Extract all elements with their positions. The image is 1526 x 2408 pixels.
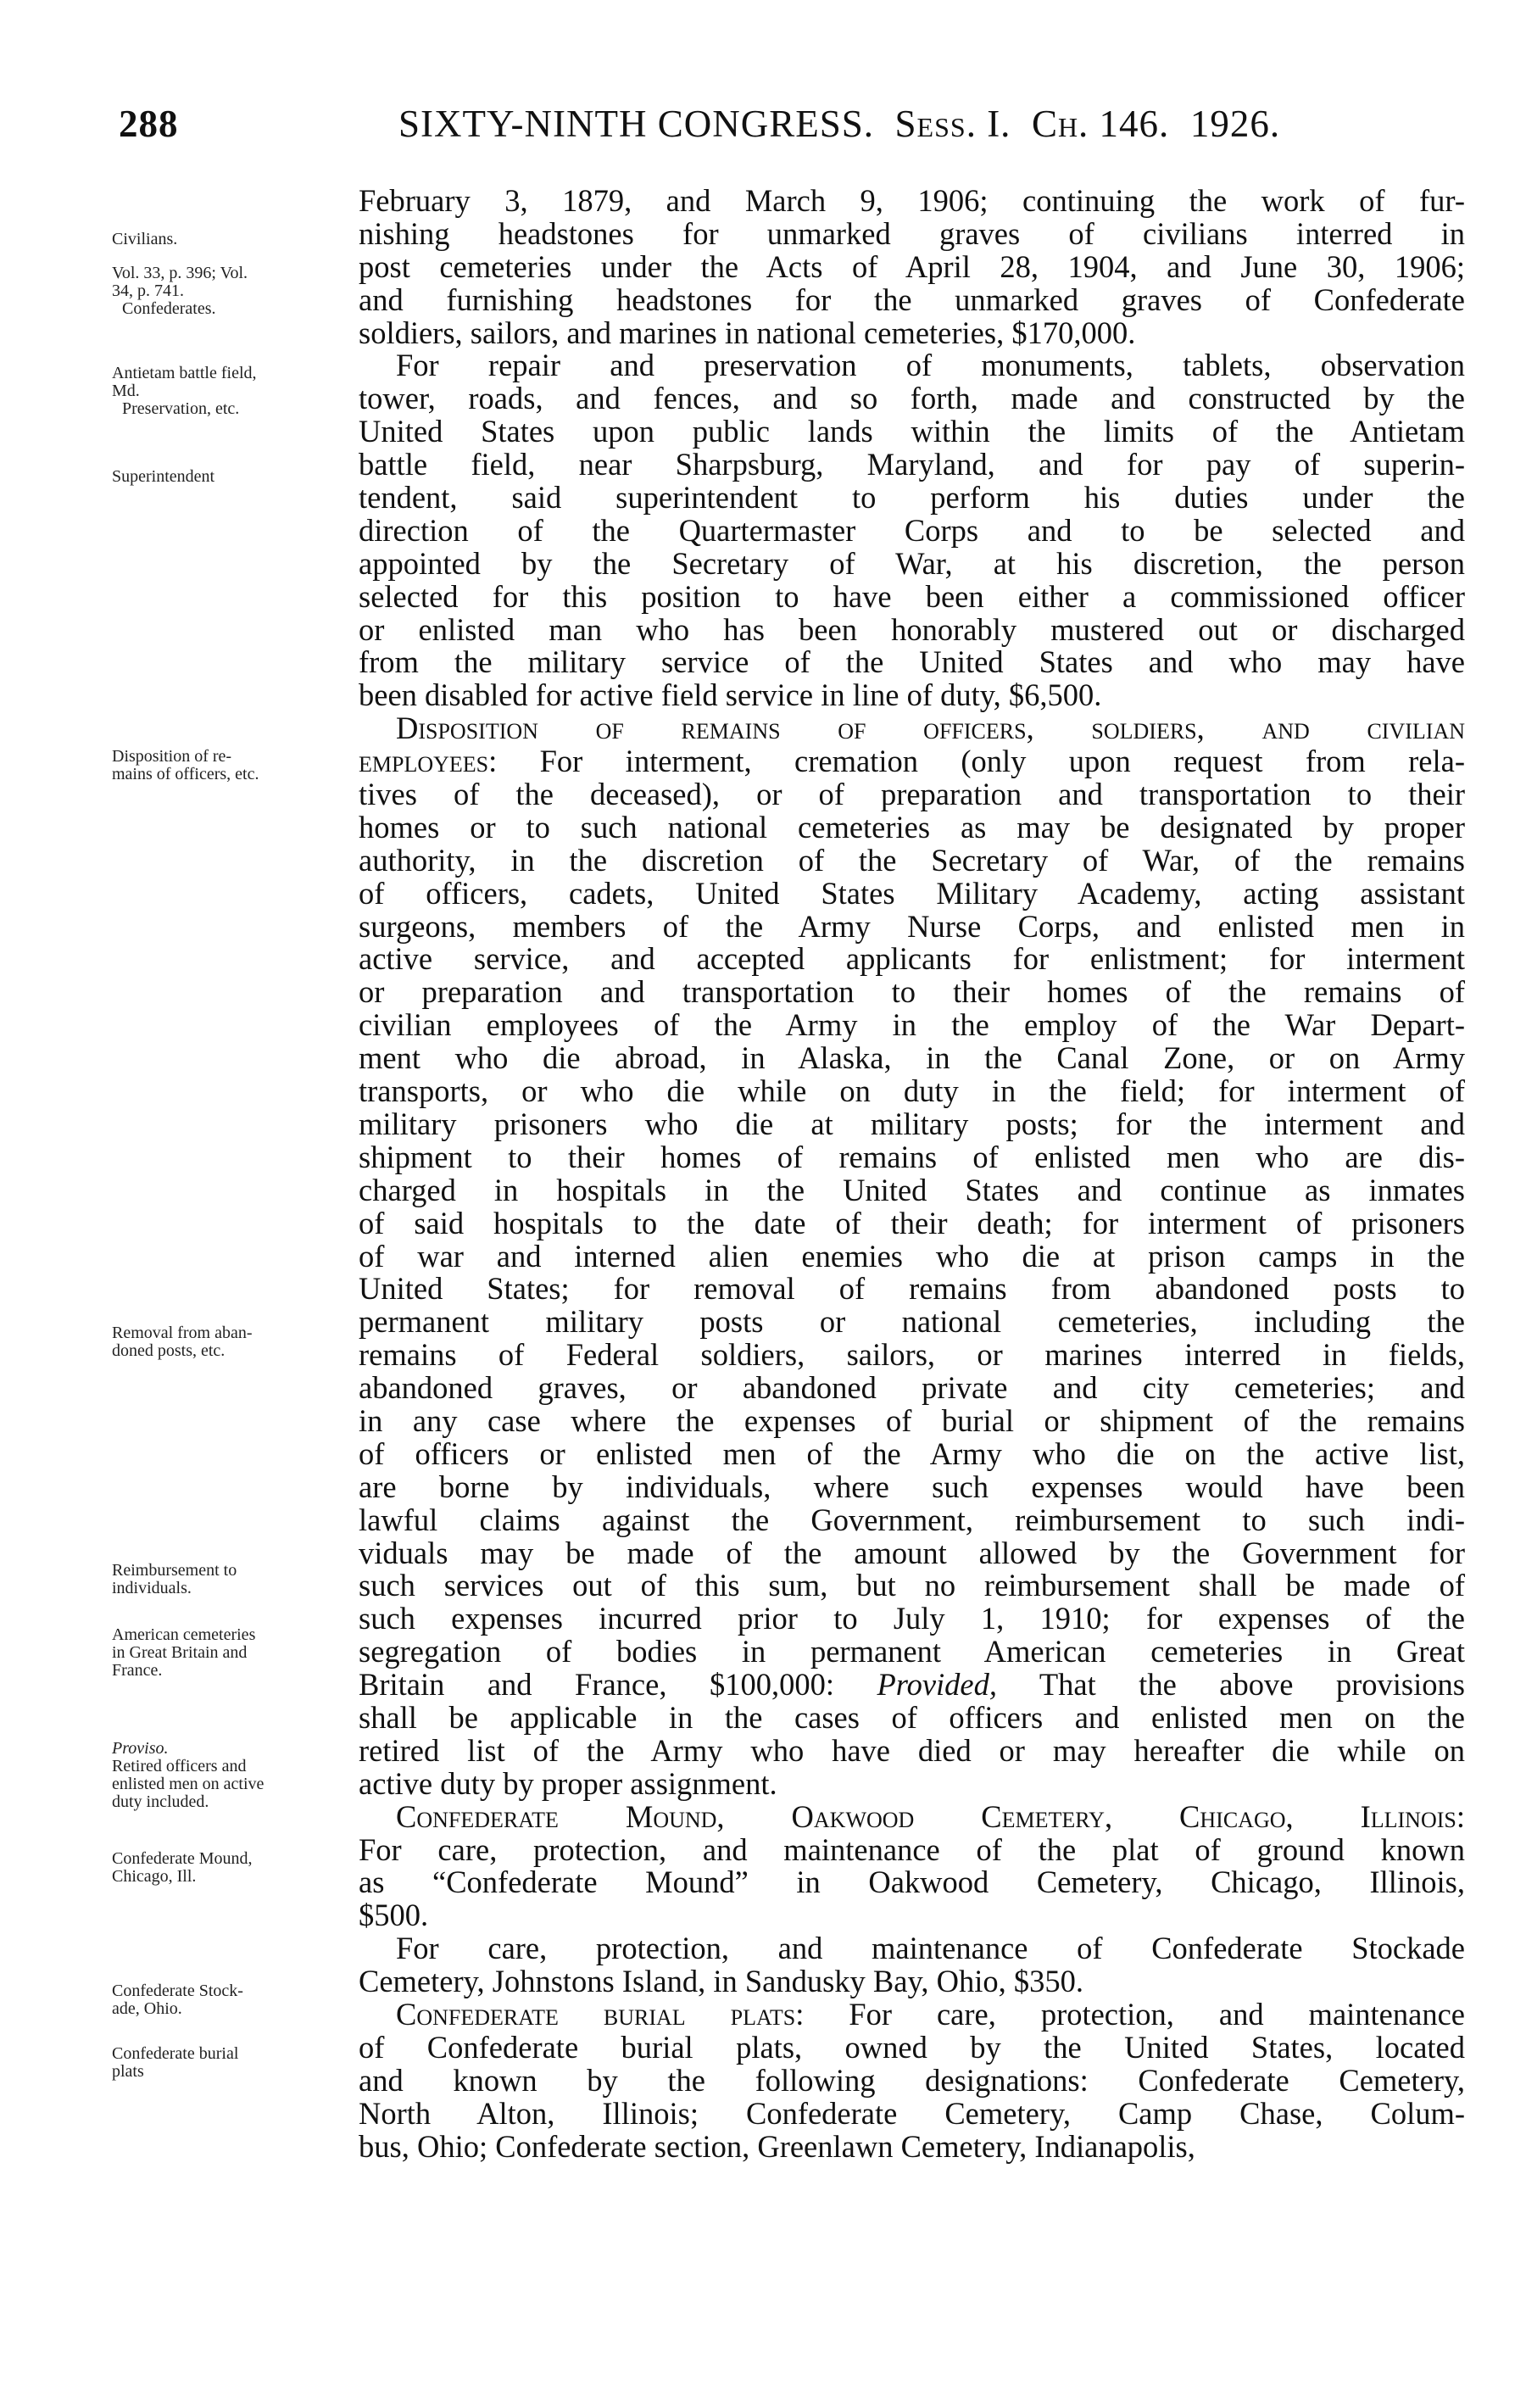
- margin-note-line: Disposition of re-: [112, 747, 232, 766]
- body-text-line: shall be applicable in the cases of officers and enlisted men on the: [359, 1699, 1465, 1735]
- body-text-line: or enlisted man who has been honorably mustered out or discharged: [359, 611, 1465, 647]
- body-text-line: shipment to their homes of remains of enlisted men who are dis-: [359, 1139, 1465, 1174]
- margin-note-antietam: [112, 365, 358, 418]
- body-text-line: or preparation and transportation to their homes of the remains of: [359, 974, 1465, 1010]
- body-text-line: active duty by proper assignment.: [359, 1765, 777, 1801]
- margin-note-line: mains of officers, etc.: [112, 765, 259, 783]
- margin-note-line: Reimbursement to: [112, 1561, 237, 1580]
- body-text-line: For repair and preservation of monuments, tablets, observation: [396, 348, 1465, 383]
- margin-note-line: ade, Ohio.: [112, 1999, 182, 2018]
- margin-note-disposition: [112, 748, 358, 783]
- body-text-line: retired list of the Army who have died or may hereafter die while on: [359, 1732, 1465, 1768]
- body-text-line: surgeons, members of the Army Nurse Corps, and enlisted men in: [359, 908, 1465, 944]
- margin-note-line: Md.: [112, 382, 140, 400]
- body-text-line: permanent military posts or national cemeteries, including the: [359, 1304, 1465, 1340]
- margin-note-line: in Great Britain and: [112, 1643, 248, 1662]
- margin-note-line: Superintendent: [112, 467, 215, 486]
- body-text-line: military prisoners who die at military posts; for the interment and: [359, 1106, 1465, 1141]
- body-text-line: and furnishing headstones for the unmarked graves of Confederate: [359, 281, 1465, 317]
- body-text-line: and known by the following designations: Confederate Cemetery,: [359, 2062, 1465, 2098]
- margin-note-line: Confederate burial: [112, 2044, 239, 2063]
- margin-note-line: France.: [112, 1661, 163, 1680]
- body-text-line: battle field, near Sharpsburg, Maryland, and for pay of superin-: [359, 447, 1465, 482]
- margin-note-superintendent: [112, 468, 358, 486]
- margin-note-line: Removal from aban-: [112, 1324, 253, 1342]
- margin-note-line: doned posts, etc.: [112, 1341, 226, 1360]
- body-text-line: tives of the deceased), or of preparation and transportation to their: [359, 777, 1465, 812]
- margin-note-line: Confederate Mound,: [112, 1849, 253, 1868]
- body-text-line: authority, in the discretion of the Secretary of War, of the remains: [359, 842, 1465, 878]
- chapter-label: Ch. 146.: [1031, 103, 1170, 145]
- body-text-line: For care, protection, and maintenance of the plat of ground known: [359, 1831, 1465, 1867]
- margin-note-confederate-stockade: [112, 1982, 358, 2018]
- body-text-line: of war and interned alien enemies who die at prison camps in the: [359, 1238, 1465, 1274]
- body-text-line: lawful claims against the Government, reimbursement to such indi-: [359, 1502, 1465, 1537]
- body-text-line: homes or to such national cemeteries as may be designated by proper: [359, 809, 1465, 844]
- body-text-line: Disposition of remains of officers, soldiers, and civilian: [396, 711, 1465, 746]
- body-text-line: appointed by the Secretary of War, at his discretion, the person: [359, 545, 1465, 581]
- page-header: [119, 102, 1475, 153]
- margin-note-line: duty included.: [112, 1792, 209, 1811]
- margin-note-line: American cemeteries: [112, 1625, 256, 1644]
- margin-note-line: Chicago, Ill.: [112, 1867, 197, 1886]
- body-text-line: charged in hospitals in the United States and continue as inmates: [359, 1172, 1465, 1207]
- margin-note-reimbursement: [112, 1562, 358, 1597]
- margin-note-line: Confederates.: [122, 299, 216, 318]
- margin-note-line: plats: [112, 2062, 144, 2081]
- margin-note-line: enlisted men on active: [112, 1775, 265, 1793]
- body-text-line: of said hospitals to the date of their death; for interment of prisoners: [359, 1205, 1465, 1240]
- body-text-line: of Confederate burial plats, owned by the United States, located: [359, 2029, 1465, 2065]
- body-text-line: United States upon public lands within the limits of the Antietam: [359, 414, 1465, 449]
- body-text-line: from the military service of the United States and who may have: [359, 644, 1465, 680]
- margin-note-american-cemeteries: [112, 1626, 358, 1680]
- page-number: 288: [119, 103, 179, 145]
- body-text-line: United States; for removal of remains from abandoned posts to: [359, 1271, 1465, 1307]
- margin-note-line: Vol. 33, p. 396; Vol.: [112, 264, 248, 282]
- margin-note-line: Confederate Stock-: [112, 1982, 243, 2000]
- main-text-column: [359, 185, 1465, 2163]
- body-text-line: viduals may be made of the amount allowed by the Government for: [359, 1535, 1465, 1570]
- margin-note-removal: [112, 1324, 358, 1360]
- running-title: [398, 102, 1280, 146]
- body-text-line: Cemetery, Johnstons Island, in Sandusky Bay, Ohio, $350.: [359, 1964, 1083, 1999]
- body-text-line: ment who die abroad, in Alaska, in the Canal Zone, or on Army: [359, 1040, 1465, 1076]
- margin-note-confederates: [112, 265, 358, 318]
- body-text-line: of officers, cadets, United States Military Academy, acting assistant: [359, 875, 1465, 911]
- body-text-line: such expenses incurred prior to July 1, 1910; for expenses of the: [359, 1601, 1465, 1636]
- body-text-line: bus, Ohio; Confederate section, Greenlawn Cemetery, Indianapolis,: [359, 2128, 1195, 2164]
- margin-note-line: Civilians.: [112, 230, 178, 248]
- body-text-line: as “Confederate Mound” in Oakwood Cemetery, Chicago, Illinois,: [359, 1865, 1465, 1900]
- body-text-line: such services out of this sum, but no reimbursement shall be made of: [359, 1568, 1465, 1603]
- body-text-line: segregation of bodies in permanent American cemeteries in Great: [359, 1634, 1465, 1669]
- body-text-line: tendent, said superintendent to perform his duties under the: [359, 480, 1465, 516]
- body-text-line: employees: For interment, cremation (only upon request from rela-: [359, 744, 1465, 779]
- body-text-line: tower, roads, and fences, and so forth, made and constructed by the: [359, 381, 1465, 416]
- margin-note-confederate-mound: [112, 1850, 358, 1886]
- body-text-line: are borne by individuals, where such expenses would have been: [359, 1469, 1465, 1504]
- margin-note-line: Antietam battle field,: [112, 364, 257, 382]
- body-text-line: selected for this position to have been either a commissioned officer: [359, 578, 1465, 614]
- margin-note-confederate-burial-plats: [112, 2045, 358, 2081]
- margin-note-proviso: [112, 1740, 358, 1811]
- body-text-line: transports, or who die while on duty in the field; for interment of: [359, 1073, 1465, 1109]
- body-text-line: of officers or enlisted men of the Army who die on the active list,: [359, 1435, 1465, 1471]
- margin-note-line: 34, p. 741.: [112, 281, 184, 300]
- body-text-line: been disabled for active field service in line of duty, $6,500.: [359, 677, 1102, 713]
- body-text-line: direction of the Quartermaster Corps and to be selected and: [359, 512, 1465, 548]
- body-text-line: soldiers, sailors, and marines in national cemeteries, $170,000.: [359, 315, 1136, 350]
- year-label: 1926.: [1189, 103, 1281, 145]
- body-text-line: civilian employees of the Army in the employ of the War Depart-: [359, 1007, 1465, 1043]
- margin-note-line: Proviso.: [112, 1739, 169, 1758]
- body-text-line: Confederate Mound, Oakwood Cemetery, Chicago, Illinois:: [396, 1798, 1465, 1834]
- body-text-line: in any case where the expenses of burial or shipment of the remains: [359, 1402, 1465, 1438]
- body-text-line: $500.: [359, 1898, 429, 1933]
- body-text-line: active service, and accepted applicants for enlistment; for interment: [359, 941, 1465, 977]
- margin-note-civilians: [112, 231, 358, 248]
- body-text-line: For care, protection, and maintenance of Confederate Stockade: [396, 1931, 1465, 1966]
- margin-note-line: Retired officers and: [112, 1757, 247, 1775]
- body-text-line: abandoned graves, or abandoned private and city cemeteries; and: [359, 1370, 1465, 1406]
- congress-title: SIXTY-NINTH CONGRESS.: [398, 103, 875, 145]
- margin-note-line: individuals.: [112, 1579, 192, 1597]
- body-text-line: post cemeteries under the Acts of April 28, 1904, and June 30, 1906;: [359, 248, 1465, 284]
- body-text-line: February 3, 1879, and March 9, 1906; continuing the work of fur-: [359, 183, 1465, 218]
- body-text-line: North Alton, Illinois; Confederate Cemetery, Camp Chase, Colum-: [359, 2095, 1465, 2131]
- body-text-line: Confederate burial plats: For care, protection, and maintenance: [396, 1996, 1465, 2032]
- body-text-line: nishing headstones for unmarked graves of civilians interred in: [359, 215, 1465, 251]
- margin-note-line: Preservation, etc.: [122, 399, 240, 418]
- body-text-line: remains of Federal soldiers, sailors, or marines interred in fields,: [359, 1337, 1465, 1373]
- session-label: Sess. I.: [894, 103, 1011, 145]
- body-text-line: Britain and France, $100,000: Provided, That the above provisions: [359, 1667, 1465, 1703]
